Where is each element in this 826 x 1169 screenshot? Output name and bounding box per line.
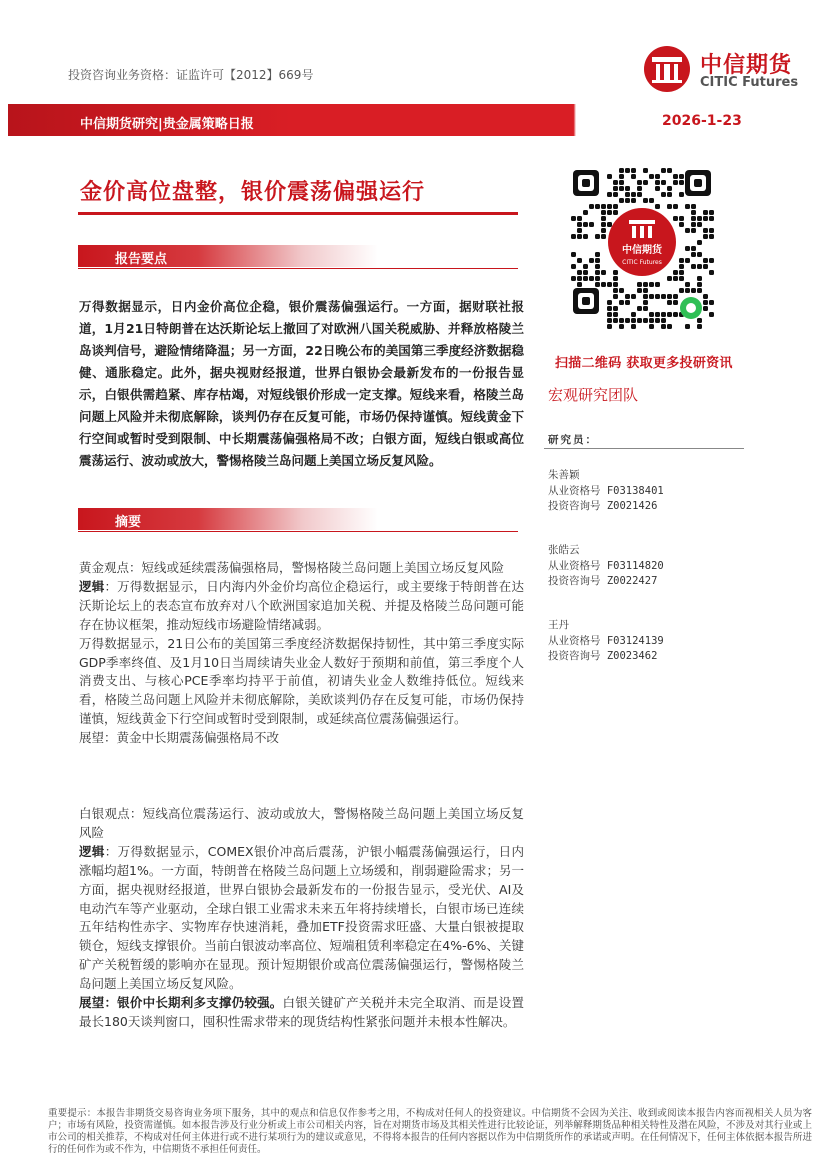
qr-module (637, 180, 642, 185)
qr-module (709, 312, 714, 317)
qr-module (667, 204, 672, 209)
qr-module (655, 312, 660, 317)
qr-module (649, 198, 654, 203)
qr-module (685, 204, 690, 209)
qr-module (577, 222, 582, 227)
qr-logo-name: 中信期货 (622, 245, 662, 256)
researcher-cert: 从业资格号 F03114820 (548, 559, 664, 572)
qr-module (661, 192, 666, 197)
qr-module (589, 204, 594, 209)
qr-module (685, 324, 690, 329)
qr-module (637, 186, 642, 191)
qr-module (649, 312, 654, 317)
qr-module (673, 174, 678, 179)
qr-module (625, 192, 630, 197)
team-name: 宏观研究团队 (548, 386, 639, 404)
qr-module (661, 180, 666, 185)
qr-module (619, 180, 624, 185)
title-divider (78, 212, 518, 215)
qr-module (679, 288, 684, 293)
qr-module (607, 192, 612, 197)
qr-module (667, 324, 672, 329)
researcher-name: 王丹 (548, 619, 569, 631)
qr-module (631, 198, 636, 203)
qr-module (703, 300, 708, 305)
qr-module (601, 228, 606, 233)
qr-module (697, 324, 702, 329)
qr-module (631, 318, 636, 323)
researchers-rule (544, 448, 744, 449)
qr-module (607, 324, 612, 329)
qr-module (709, 258, 714, 263)
qr-module (607, 318, 612, 323)
gold-logic-label: 逻辑 (79, 578, 105, 594)
qr-module (613, 276, 618, 281)
qr-module (667, 186, 672, 191)
qr-module (625, 168, 630, 173)
qr-module (595, 270, 600, 275)
qr-module (649, 282, 654, 287)
researcher-name: 朱善颖 (548, 469, 580, 481)
qr-module (607, 282, 612, 287)
qr-module (691, 264, 696, 269)
researcher-advisory: 投资咨询号 Z0023462 (548, 650, 658, 662)
qr-module (601, 204, 606, 209)
qr-module (595, 252, 600, 257)
qr-module (625, 294, 630, 299)
qr-pattern (563, 160, 721, 335)
qr-module (619, 318, 624, 323)
qr-module (613, 312, 618, 317)
qr-module (667, 168, 672, 173)
company-logo (642, 44, 807, 94)
silver-outlook-label: 展望：银价中长期利多支撑仍较强。 (79, 995, 283, 1011)
qr-module (613, 318, 618, 323)
qr-module (619, 186, 624, 191)
qr-module (649, 324, 654, 329)
gold-logic-1-text: ：万得数据显示，日内海内外金价均高位企稳运行，或主要缘于特朗普在达沃斯论坛上的表态宣布放弃对八个欧洲国家追加关税、并提及格陵兰岛问题可能存在协议框架，推动短线市场避险情绪减弱。 (79, 578, 524, 632)
qr-module (625, 186, 630, 191)
qr-module (661, 168, 666, 173)
qr-module (709, 210, 714, 215)
silver-logic-label: 逻辑 (79, 843, 105, 859)
qr-module (571, 276, 576, 281)
qr-module (703, 234, 708, 239)
qr-module (679, 192, 684, 197)
logo-name: 中信期货 (700, 53, 793, 78)
researcher-card (548, 543, 664, 590)
qr-module (595, 282, 600, 287)
qr-module (661, 312, 666, 317)
banner-report-series: 中信期货研究|贵金属策略日报 (80, 117, 254, 132)
silver-logic (79, 843, 524, 994)
qr-module (709, 216, 714, 221)
qr-module (577, 270, 582, 275)
qr-module (661, 324, 666, 329)
qr-module (601, 234, 606, 239)
qr-module (703, 228, 708, 233)
qr-module (577, 282, 582, 287)
qr-module (703, 216, 708, 221)
silver-view: 白银观点：短线高位震荡运行、波动或放大，警惕格陵兰岛问题上美国立场反复风险 (79, 806, 524, 840)
qr-module (619, 174, 624, 179)
qr-module (697, 222, 702, 227)
qr-code[interactable] (563, 160, 721, 335)
qr-module (607, 222, 612, 227)
qr-module (703, 294, 708, 299)
qr-module (655, 204, 660, 209)
qr-module (655, 180, 660, 185)
qr-module (619, 324, 624, 329)
qr-module (691, 204, 696, 209)
qr-module (619, 168, 624, 173)
qr-module (649, 294, 654, 299)
qr-module (583, 270, 588, 275)
qr-module (685, 228, 690, 233)
qr-module (631, 192, 636, 197)
qr-module (691, 222, 696, 227)
scan-qr-text: 扫描二维码 获取更多投研资讯 (555, 356, 733, 371)
qr-module (649, 174, 654, 179)
qr-module (697, 252, 702, 257)
summary-label: 摘要 (115, 515, 142, 530)
qr-module (607, 174, 612, 179)
qr-module (571, 264, 576, 269)
qr-module (679, 264, 684, 269)
report-date: 2026-1-23 (662, 113, 742, 129)
key-points-text: 万得数据显示，日内金价高位企稳，银价震荡偏强运行。一方面，据财联社报道，1月21日特朗普在达沃斯论坛上撤回了对欧洲八国关税威胁、并释放格陵兰岛谈判信号，避险情绪降温；另一方面，22日晚公布的美国第三季度经济数据稳健、通胀稳定。此外，据央视财经报道，世界白银协会最新发布的一份报告显示，白银供需趋紧、库存枯竭，对短线银价形成一定支撑。短线来看，格陵兰岛问题上风险并未彻底解除，谈判仍存在反复可能，市场仍保持谨慎。短线黄金下行空间或暂时受到限制、中长期震荡偏强格局不改；白银方面，短线白银或高位震荡运行、波动或放大，警惕格陵兰岛问题上美国立场反复风险。 (79, 299, 524, 468)
qr-module (697, 240, 702, 245)
qr-module (637, 318, 642, 323)
qr-module (613, 282, 618, 287)
qr-module (691, 288, 696, 293)
gold-logic-1 (79, 578, 524, 635)
qr-module (661, 294, 666, 299)
qr-module (673, 270, 678, 275)
qr-module (661, 318, 666, 323)
qr-module (613, 270, 618, 275)
qr-module (703, 258, 708, 263)
qr-module (679, 258, 684, 263)
researcher-advisory: 投资咨询号 Z0021426 (548, 500, 658, 512)
qr-module (595, 258, 600, 263)
qr-module (709, 234, 714, 239)
qr-module (643, 300, 648, 305)
qr-module (631, 324, 636, 329)
qr-module (583, 234, 588, 239)
qr-module (571, 216, 576, 221)
qr-module (643, 288, 648, 293)
qr-module (601, 210, 606, 215)
qr-module (619, 288, 624, 293)
qr-module (607, 210, 612, 215)
qr-module (601, 216, 606, 221)
qr-module (655, 318, 660, 323)
qr-module (697, 264, 702, 269)
qr-module (697, 216, 702, 221)
silver-section (79, 805, 524, 1032)
researcher-cert: 从业资格号 F03138401 (548, 484, 664, 497)
qr-module (601, 222, 606, 227)
gold-outlook: 展望：黄金中长期震荡偏强格局不改 (79, 730, 280, 746)
qr-module (691, 216, 696, 221)
qr-module (697, 282, 702, 287)
qr-module (607, 300, 612, 305)
silver-logic-text: ：万得数据显示，COMEX银价冲高后震荡，沪银小幅震荡偏强运行，日内涨幅均超1%。一方面，特朗普在格陵兰岛问题上立场缓和，削弱避险需求；另一方面，据央视财经报道，世界白银协会最新发布的一份报告显示，受光伏、AI及电动汽车等产业驱动，全球白银工业需求未来五年将持续增长，白银市场已连续五年结构性赤字、实物库存快速消耗，叠加ETF投资需求旺盛、大量白银被提取锁仓，短线支撑银价。当前白银波动率高位、短端租赁利率稳定在4%-6%、关键矿产关税暂缓的影响亦在显现。预计短期银价或高位震荡偏强运行，警惕格陵兰岛问题上美国立场反复风险。 (79, 843, 524, 992)
qr-module (577, 258, 582, 263)
researcher-card (548, 618, 664, 665)
qr-module (691, 228, 696, 233)
qr-module (697, 288, 702, 293)
qr-module (697, 276, 702, 281)
qr-module (607, 312, 612, 317)
qr-module (613, 192, 618, 197)
qr-module (619, 198, 624, 203)
qr-module (691, 246, 696, 251)
qr-module (679, 276, 684, 281)
qr-module (685, 246, 690, 251)
qr-module (631, 174, 636, 179)
qr-module (649, 318, 654, 323)
license-text: 投资咨询业务资格：证监许可【2012】669号 (68, 68, 314, 82)
qr-module (631, 294, 636, 299)
qr-module (601, 270, 606, 275)
qr-module (637, 306, 642, 311)
summary-rule (78, 531, 518, 532)
gold-view: 黄金观点：短线或延续震荡偏强格局，警惕格陵兰岛问题上美国立场反复风险 (79, 560, 505, 575)
qr-module (655, 282, 660, 287)
qr-module (613, 180, 618, 185)
page-title: 金价高位盘整，银价震荡偏强运行 (80, 180, 426, 205)
researcher-cert: 从业资格号 F03124139 (548, 634, 664, 647)
qr-module (685, 282, 690, 287)
citic-logo-icon (642, 44, 692, 94)
qr-module (679, 174, 684, 179)
qr-module (703, 306, 708, 311)
qr-module (589, 258, 594, 263)
qr-module (667, 276, 672, 281)
qr-module (703, 210, 708, 215)
qr-module (643, 198, 648, 203)
qr-module (673, 300, 678, 305)
qr-module (613, 204, 618, 209)
qr-module (655, 174, 660, 179)
qr-module (613, 294, 618, 299)
qr-module (625, 300, 630, 305)
qr-module (637, 192, 642, 197)
qr-module (709, 270, 714, 275)
qr-module (685, 288, 690, 293)
qr-module (679, 180, 684, 185)
qr-module (673, 204, 678, 209)
qr-module (595, 204, 600, 209)
qr-module (583, 276, 588, 281)
qr-module (655, 186, 660, 191)
qr-module (577, 228, 582, 233)
key-points-label: 报告要点 (115, 252, 168, 267)
qr-module (583, 210, 588, 215)
qr-module (625, 318, 630, 323)
qr-module (691, 210, 696, 215)
qr-module (643, 168, 648, 173)
key-points-rule (78, 268, 518, 269)
qr-module (577, 216, 582, 221)
qr-module (619, 300, 624, 305)
footer-disclaimer: 重要提示：本报告非期货交易咨询业务项下服务，其中的观点和信息仅作参考之用，不构成对任何人的投资建议。中信期货不会因为关注、收到或阅读本报告内容而视相关人员为客户；市场有风险，投资需谨慎。如本报告涉及行业分析或上市公司相关内容，旨在对期货市场及其相关性进行比较论证，列举解释期货品种相关特性及潜在风险，不涉及对其行业或上市公司的相关推荐，不构成对任何主体进行或不进行某项行为的建议或意见，不得将本报告的任何内容据以作为中信期货所作的承诺或声明。在任何情况下，任何主体依据本报告所进行的任何作为或不作为，中信期货不承担任何责任。 (48, 1108, 812, 1155)
researcher-card (548, 468, 664, 515)
researcher-advisory: 投资咨询号 Z0022427 (548, 575, 658, 587)
qr-module (601, 282, 606, 287)
qr-module (571, 234, 576, 239)
qr-module (697, 318, 702, 323)
qr-module (679, 216, 684, 221)
qr-module (589, 222, 594, 227)
qr-module (643, 318, 648, 323)
qr-module (631, 168, 636, 173)
researcher-name: 张皓云 (548, 544, 580, 556)
qr-module (595, 276, 600, 281)
qr-module (667, 312, 672, 317)
silver-outlook (79, 994, 524, 1032)
qr-module (679, 270, 684, 275)
qr-module (571, 252, 576, 257)
qr-module (673, 294, 678, 299)
qr-module (589, 276, 594, 281)
qr-module (655, 294, 660, 299)
qr-module (673, 276, 678, 281)
qr-module (643, 306, 648, 311)
qr-module (643, 294, 648, 299)
qr-module (613, 288, 618, 293)
qr-module (643, 180, 648, 185)
qr-module (673, 180, 678, 185)
qr-module (577, 276, 582, 281)
logo-en: CITIC Futures (700, 75, 799, 90)
qr-module (643, 282, 648, 287)
qr-module (709, 228, 714, 233)
qr-module (613, 186, 618, 191)
qr-module (637, 288, 642, 293)
qr-module (667, 192, 672, 197)
qr-module (613, 210, 618, 215)
qr-module (631, 312, 636, 317)
qr-module (607, 306, 612, 311)
qr-module (595, 234, 600, 239)
qr-module (625, 198, 630, 203)
qr-module (637, 282, 642, 287)
qr-module (673, 216, 678, 221)
researchers-label: 研究员： (548, 434, 598, 446)
qr-module (691, 252, 696, 257)
qr-module (595, 264, 600, 269)
qr-module (607, 204, 612, 209)
qr-module (583, 264, 588, 269)
qr-module (613, 306, 618, 311)
qr-module (679, 222, 684, 227)
qr-module (667, 294, 672, 299)
gold-section (79, 559, 524, 748)
qr-module (667, 300, 672, 305)
qr-module (685, 258, 690, 263)
qr-module (673, 312, 678, 317)
qr-logo-en: CITIC Futures (622, 259, 662, 266)
qr-module (577, 234, 582, 239)
gold-logic-2: 万得数据显示，21日公布的美国第三季度经济数据保持韧性，其中第三季度实际GDP季率终值、及1月10日当周续请失业金人数好于预期和前值，第三季度个人消费支出、与核心PCE季率均持平于前值，初请失业金人数维持低位。短线来看，格陵兰岛问题上风险并未彻底解除，美欧谈判仍存在反复可能，市场仍保持谨慎，短线黄金下行空间或暂时受到限制，或延续高位震荡偏强运行。 (79, 635, 524, 727)
qr-module (703, 264, 708, 269)
silver-outlook-text: 白银关键矿产关税并未完全取消、而是设置最长180天谈判窗口，囤积性需求带来的现货结构性紧张问题并未根本性解决。 (79, 995, 524, 1029)
qr-module (583, 222, 588, 227)
qr-module (709, 300, 714, 305)
